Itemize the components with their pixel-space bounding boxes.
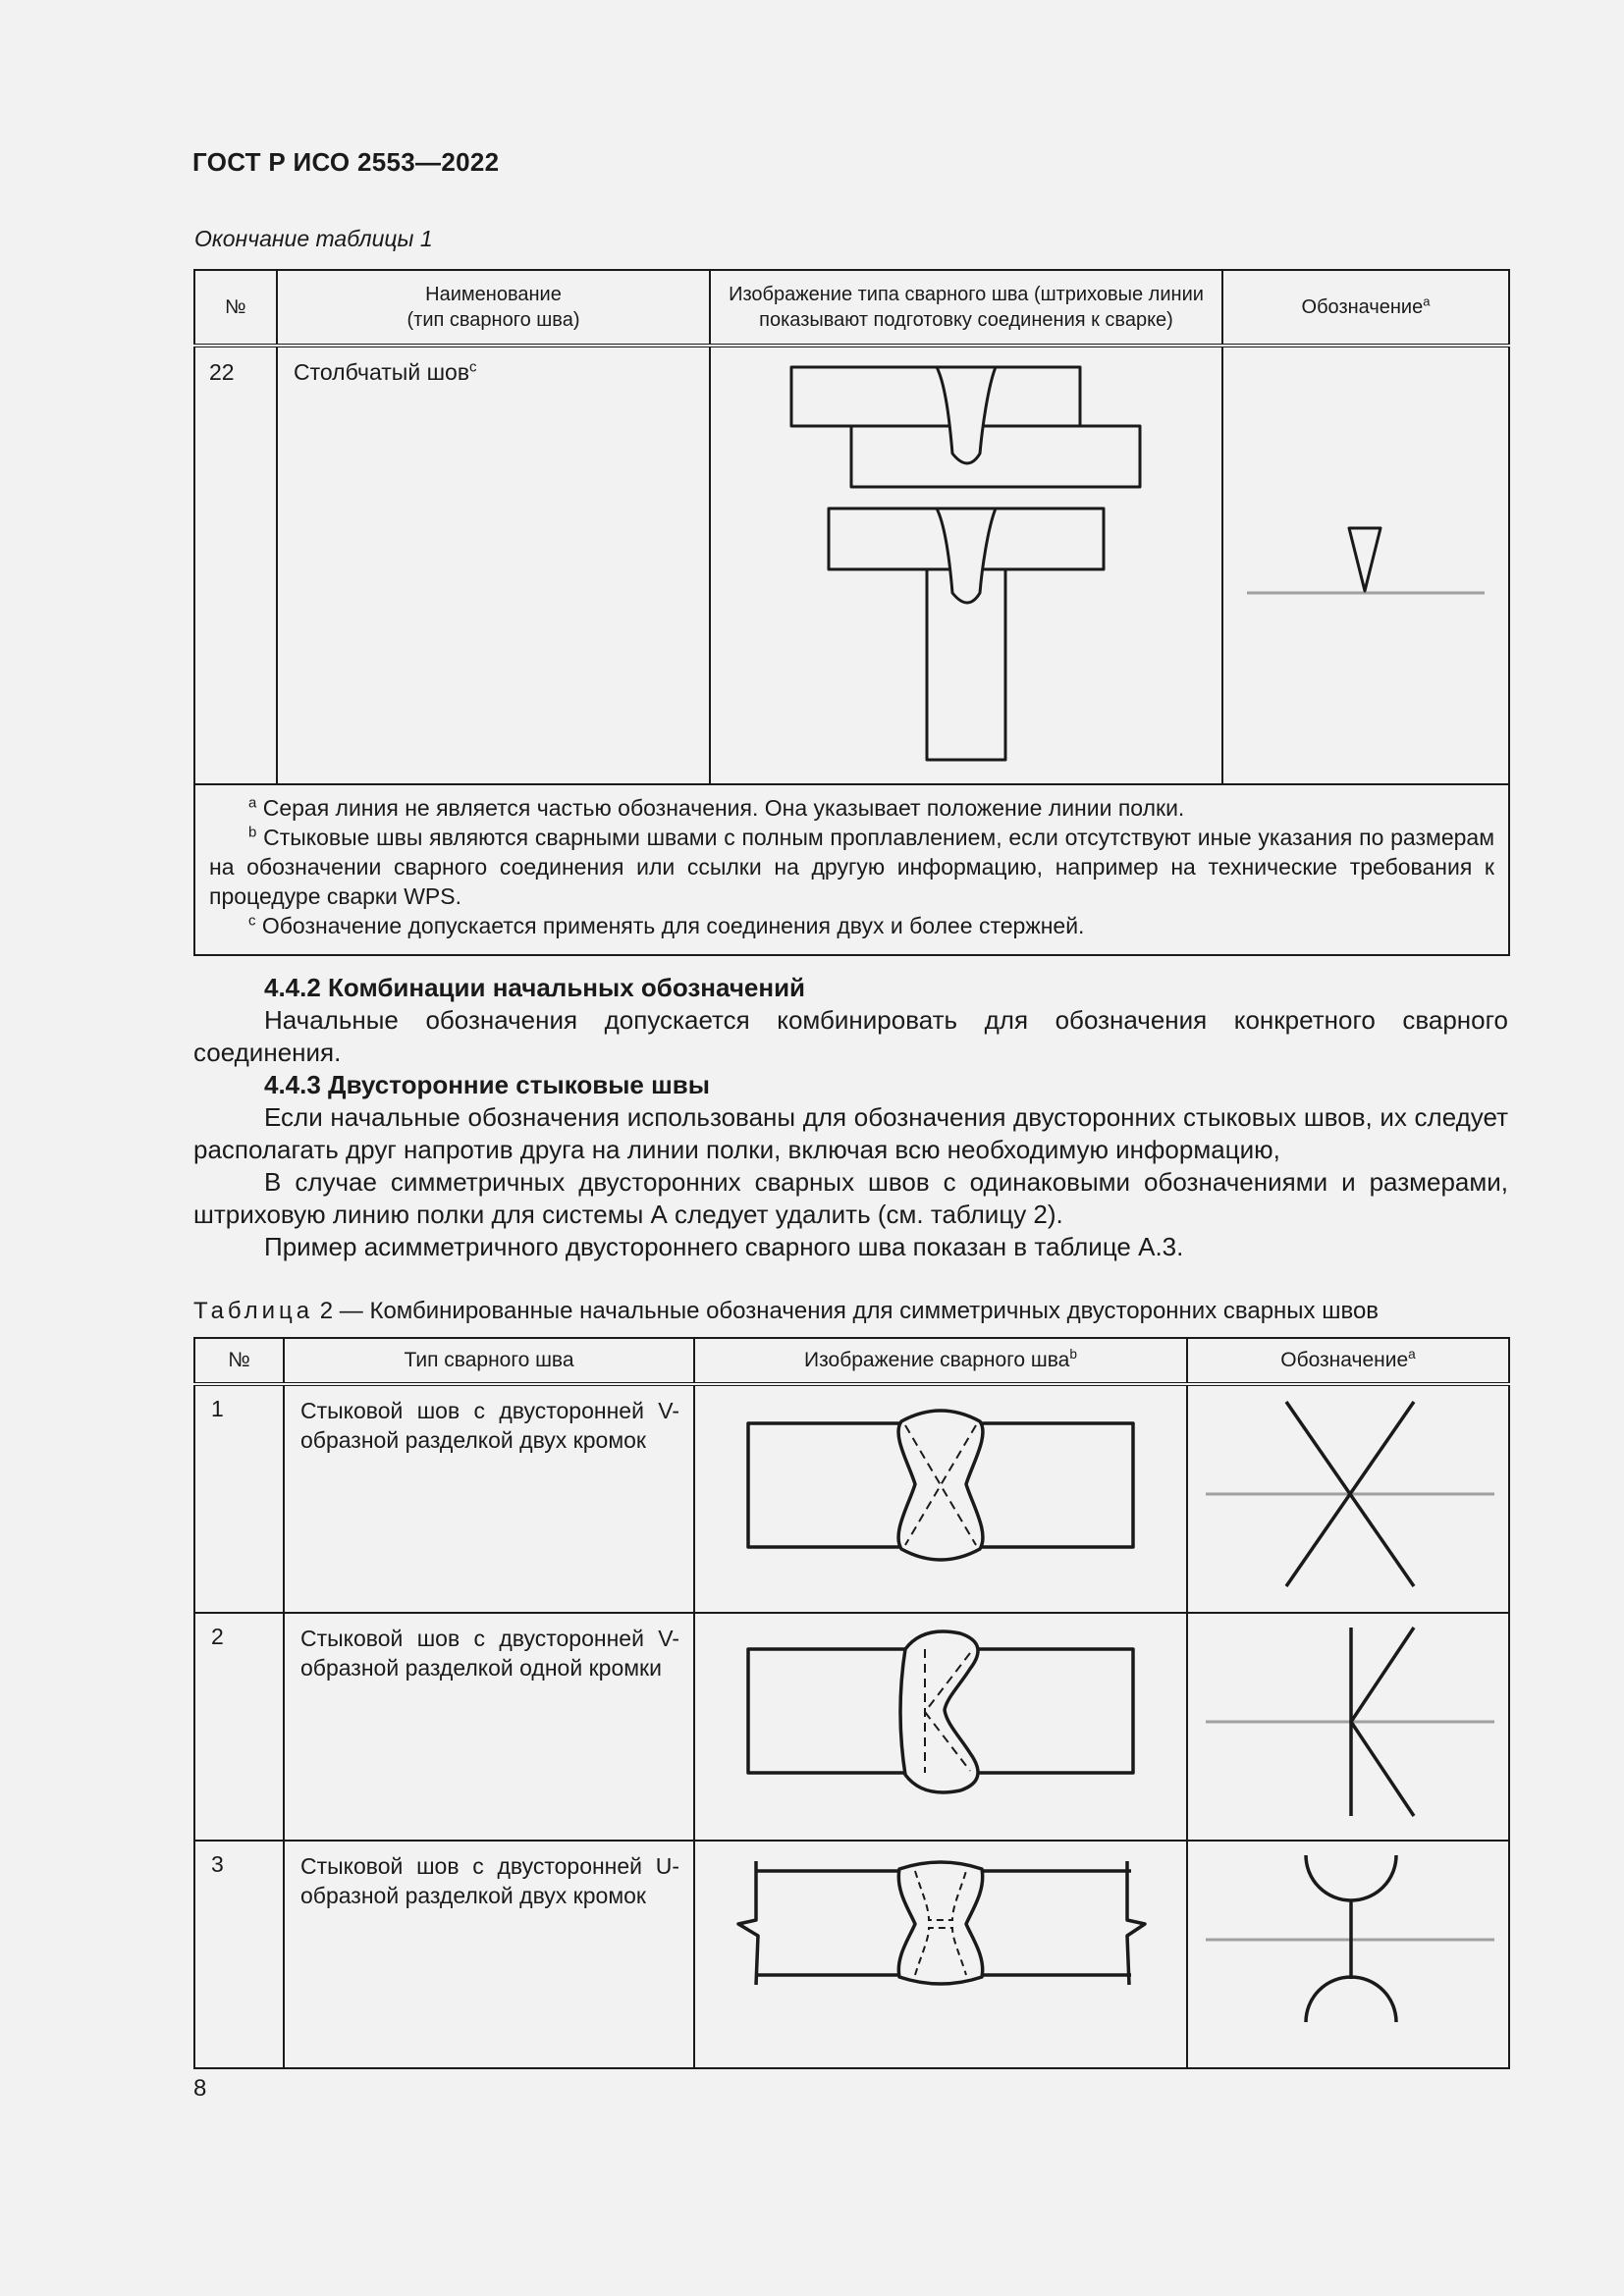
triangle-symbol [1349,528,1380,591]
col-header-symbol [1187,1338,1509,1384]
weld-image-cell [710,346,1222,784]
col-header-type: Тип сварного шва [284,1338,694,1384]
row-number: 3 [194,1841,284,2068]
weld-symbol-cell [1222,346,1509,784]
row-number: 1 [194,1384,284,1613]
section-heading-4-4-2: 4.4.2 Комбинации начальных обозначений [264,973,806,1002]
double-u-two-edges-drawing [695,1842,1188,2057]
col-header-symbol-sup: a [1408,1347,1416,1362]
col-header-symbol [1222,270,1509,346]
paragraph: Начальные обозначения допускается комбинировать для обозначения конкретного сварного соединения. [193,1005,1508,1067]
weld-image-cell [694,1841,1187,2068]
break-line-left [738,1861,758,1985]
paragraph: Пример асимметричного двустороннего сварного шва показан в таблице А.3. [264,1232,1184,1261]
col-header-image-line1: Изображение типа сварного шва (штриховые линии [729,284,1204,305]
double-u-symbol [1188,1842,1510,2057]
break-line-right [1127,1861,1145,1985]
body-text [193,972,1508,1263]
col-header-name-line1: Наименование [425,284,562,305]
table1-footnotes-row [194,784,1509,955]
weld-image-cell [694,1613,1187,1841]
col-header-symbol-sup: a [1423,294,1431,309]
paragraph: В случае симметричных двусторонних сварных швов с одинаковыми обозначениями и размерами, штриховую линию полки для системы А следует удалить (см. таблицу 2). [193,1167,1508,1229]
weld-image-cell [694,1384,1187,1613]
table1-header-row [194,270,1509,346]
page-number: 8 [193,2075,207,2102]
weld-symbol-cell [1187,1384,1509,1613]
table2-caption-prefix: Таблица [193,1298,314,1324]
row-name-sup: c [469,358,477,376]
table-row [194,1613,1509,1841]
table1-footnotes [194,784,1509,955]
table-row [194,1841,1509,2068]
row-number: 22 [194,346,277,784]
col-header-image [694,1338,1187,1384]
stud-weld-symbol [1223,347,1510,772]
col-header-no: № [194,1338,284,1384]
col-header-name-line2: (тип сварного шва) [406,309,580,331]
table2-header-row [194,1338,1509,1384]
col-header-image [710,270,1222,346]
table1-caption: Окончание таблицы 1 [194,226,433,251]
table-1 [193,269,1510,956]
row-name: Стыковой шов с двусторонней V-образной разделкой двух кромок [284,1384,694,1613]
weld-bead [900,1631,978,1792]
col-header-image-text: Изображение сварного шва [804,1349,1070,1371]
table2-caption-rest: 2 — Комбинированные начальные обозначения для симметричных двусторонних сварных швов [319,1298,1380,1324]
row-number: 2 [194,1613,284,1841]
double-bevel-symbol [1188,1614,1510,1830]
col-header-symbol-text: Обозначение [1301,296,1424,318]
double-v-symbol [1188,1386,1510,1602]
document-header: ГОСТ Р ИСО 2553—2022 [192,147,500,177]
paragraph: Если начальные обозначения использованы для обозначения двусторонних стыковых швов, их следует располагать друг напротив друга на линии полки, включая всю необходимую информацию, [193,1102,1508,1164]
table-row [194,346,1509,784]
stud-weld-drawing [711,347,1223,772]
row-name-text: Столбчатый шов [294,359,470,385]
double-v-two-edges-drawing [695,1386,1188,1602]
col-header-image-sup: b [1069,1347,1077,1362]
col-header-image-line2: показывают подготовку соединения к сварке) [759,309,1173,331]
col-header-no: № [194,270,277,346]
col-header-name [277,270,710,346]
double-v-one-edge-drawing [695,1614,1188,1830]
weld-bead [898,1862,982,1984]
footnote-b: $^b$ Стыковые швы являются сварными швами с полным проплавлением, если отсутствуют иные указания по размерам на обозначении сварного соединения или ссылки на другую информацию, например на технические требования к процедуре сварки WPS. [209,824,1495,909]
weld-symbol-cell [1187,1841,1509,2068]
section-heading-4-4-3: 4.4.3 Двусторонние стыковые швы [264,1070,710,1099]
table-row [194,1384,1509,1613]
row-name [277,346,710,784]
col-header-symbol-text: Обозначение [1280,1349,1409,1371]
weld-symbol-cell [1187,1613,1509,1841]
table2-caption [193,1298,1379,1325]
row-name: Стыковой шов с двусторонней U-образной разделкой двух кромок [284,1841,694,2068]
row-name: Стыковой шов с двусторонней V-образной разделкой одной кромки [284,1613,694,1841]
footnote-a: $^a$ Серая линия не является частью обозначения. Она указывает положение линии полки. [248,794,1185,821]
footnote-c: $^c$ Обозначение допускается применять для соединения двух и более стержней. [248,912,1085,938]
table-2 [193,1337,1510,2069]
weld-bead [898,1411,983,1560]
